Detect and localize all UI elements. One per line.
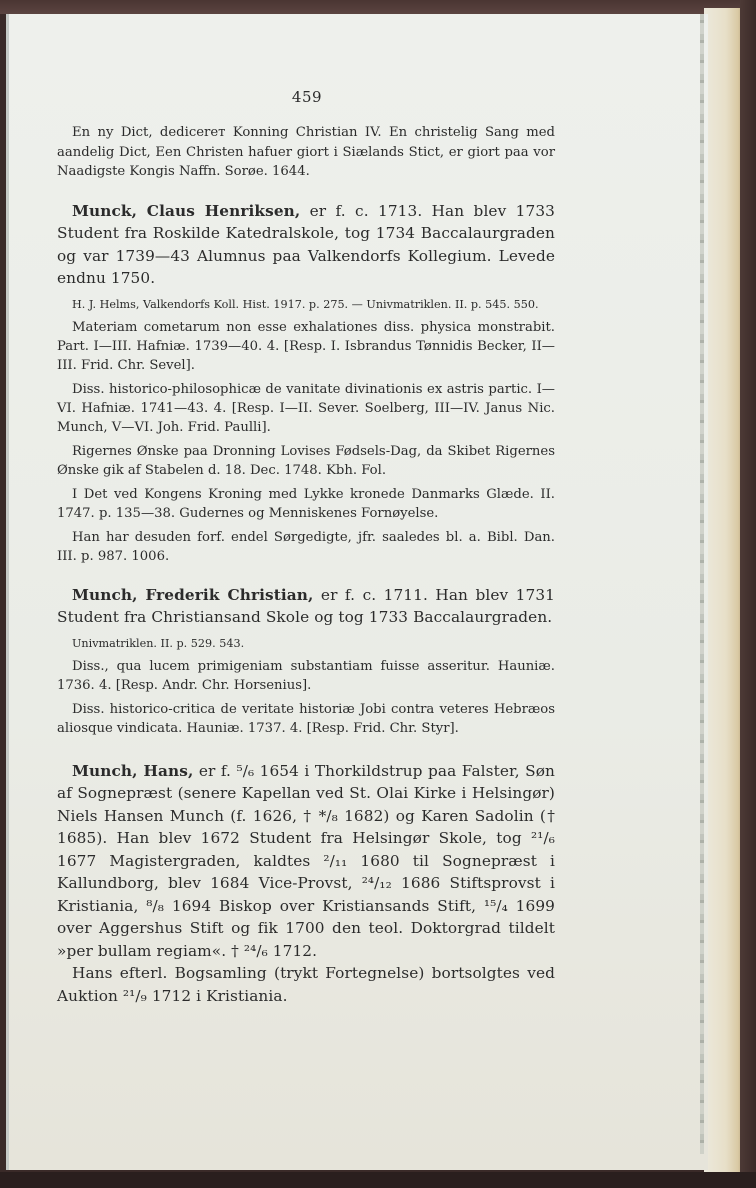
entry-lead-text: er f. c. 1711. Han blev 1731 Student fra Christiansand Skole og tog 1733 Baccalaurgraden.	[57, 585, 556, 626]
entry-lead-text: er f. ⁵/₆ 1654 i Thorkildstrup paa Falster, Søn af Sognepræst (senere Kapellan ved St. Olai Kirke i Helsingør) Niels Hansen Munch (f. 1626, † */₈ 1682) og Karen Sadolin († 1685). Han blev 1672 Student fra Helsingør Skole, tog ²¹/₆ 1677 Magistergraden, kaldtes ²/₁₁ 1680 til Sognepræst i Kallundborg, blev 1684 Vice-Provst, ²⁴/₁₂ 1686 Stiftsprovst i Kristiania, ⁸/₈ 1694 Biskop over Kristiansands Stift, ¹⁵/₄ 1699 over Aggershus Stift og fik 1700 den teol. Doktorgrad tildelt »per bullam regiam«. † ²⁴/₆ 1712.	[57, 761, 555, 960]
entry-lead-text: er f. c. 1713. Han blev 1733 Student fra Roskilde Katedralskole, tog 1734 Baccalaurgraden og var 1739—43 Alumnus paa Valkendorfs Kollegium. Levede endnu 1750.	[57, 201, 555, 287]
book-frame-right	[740, 0, 756, 1188]
entry-sources: H. J. Helms, Valkendorfs Koll. Hist. 1917. p. 275. — Univmatriklen. II. p. 545. 550.	[72, 297, 539, 311]
intro-continuation	[57, 123, 555, 182]
entry-munch-frederik	[57, 584, 555, 738]
page-content	[57, 88, 555, 1007]
entry-work: Materiam cometarum non esse exhalationes diss. physica monstrabit. Part. I—III. Hafniæ. 1739—40. 4. [Resp. I. Isbrandus Tønnidis Becker, II—III. Frid. Chr. Sevel].	[57, 319, 555, 373]
entry-name: Munch, Frederik Christian,	[72, 585, 314, 604]
entry-munck-claus	[57, 200, 555, 566]
entry-sources: Univmatriklen. II. p. 529. 543.	[72, 636, 245, 650]
book-frame-top	[0, 0, 756, 14]
entry-work: Rigernes Ønske paa Dronning Lovises Fødsels-Dag, da Skibet Rigernes Ønske gik af Stabelen d. 18. Dec. 1748. Kbh. Fol.	[57, 443, 555, 478]
entry-note: Hans efterl. Bogsamling (trykt Fortegnelse) bortsolgtes ved Auktion ²¹/₉ 1712 i Kristiania.	[57, 964, 555, 1005]
entry-name: Munck, Claus Henriksen,	[72, 201, 301, 220]
intro-paragraph: En ny Dict, dedicerет Konning Christian IV. En christelig Sang med aandelig Dict, Een Christen hafuer giort i Siælands Stict, er giort paa vor Naadigste Kongis Naffn. Sorøe. 1644.	[57, 125, 555, 179]
entry-work: Diss. historico-philosophicæ de vanitate divinationis ex astris partic. I—VI. Hafniæ. 1741—43. 4. [Resp. I—II. Sever. Soelberg, III—IV. Janus Nic. Munch, V—VI. Joh. Frid. Paulli].	[57, 381, 555, 435]
book-frame-bottom	[0, 1172, 756, 1188]
entry-name: Munch, Hans,	[72, 761, 194, 780]
page-number: 459	[291, 88, 323, 106]
entry-work: Diss. historico-critica de veritate historiæ Jobi contra veteres Hebræos aliosque vindicata. Hauniæ. 1737. 4. [Resp. Frid. Chr. Styr].	[57, 701, 555, 736]
next-page-edge	[704, 8, 745, 1172]
entry-work: Han har desuden forf. endel Sørgedigte, jfr. saaledes bl. a. Bibl. Dan. III. p. 987. 1006.	[57, 529, 555, 564]
entry-munch-hans	[57, 760, 555, 1008]
entry-work: I Det ved Kongens Kroning med Lykke kronede Danmarks Glæde. II. 1747. p. 135—38. Gudernes og Menniskenes Fornøyelse.	[57, 486, 555, 521]
entry-lead	[57, 584, 555, 629]
deckled-page-edge	[700, 14, 704, 1154]
entry-work: Diss., qua lucem primigeniam substantiam fuisse asseritur. Hauniæ. 1736. 4. [Resp. Andr. Chr. Horsenius].	[57, 658, 555, 693]
entry-lead	[57, 760, 555, 963]
entry-lead	[57, 200, 555, 290]
